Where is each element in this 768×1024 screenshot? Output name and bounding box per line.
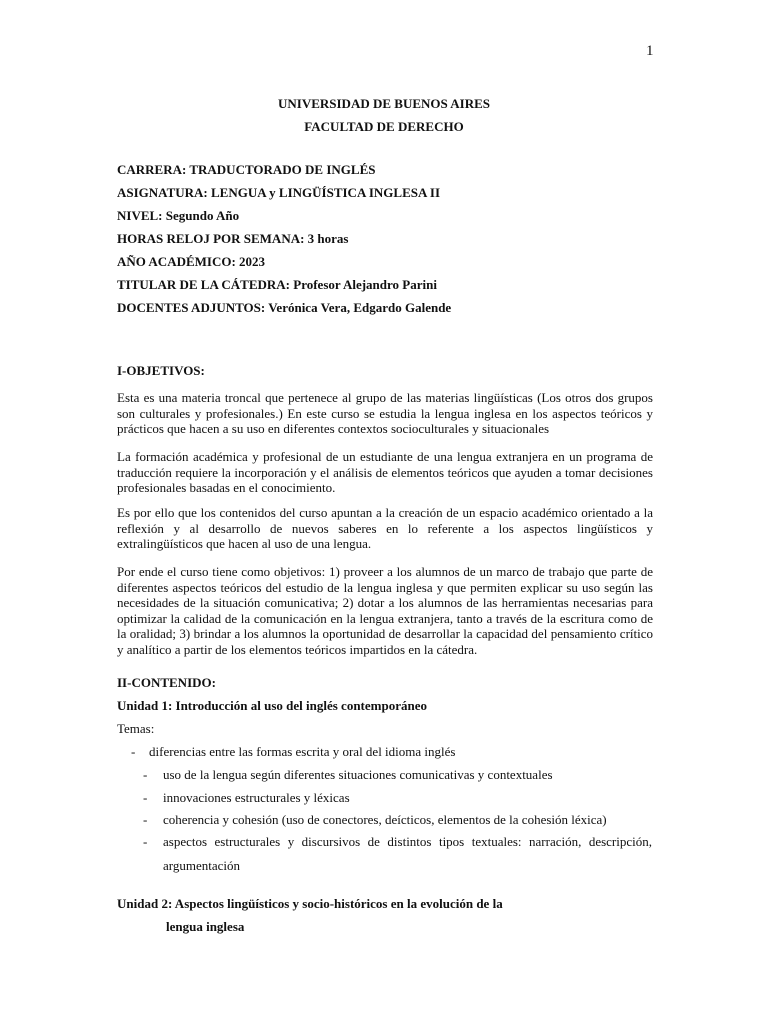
bullet-marker: -: [143, 790, 148, 805]
objetivos-paragraph-4: Por ende el curso tiene como objetivos: 1) proveer a los alumnos de un marco de trabajo que parte de diferentes aspectos teóricos del estudio de la lengua inglesa y que permiten explicar su uso según las necesidades de la situación comunicativa; 2) dotar a los alumnos de las herramientas necesarias para optimizar la calidad de la comunicación en la lengua extranjera, tanto a través de la escritura como de la oralidad; 3) brindar a los alumnos la oportunidad de desarrollar la capacidad del pensamiento crítico y analítico a partir de los elementos teóricos impartidos en la cátedra.: [117, 564, 653, 657]
university-name: UNIVERSIDAD DE BUENOS AIRES: [277, 96, 491, 111]
unidad-2-title-line-2: lengua inglesa: [166, 919, 245, 934]
meta-nivel: NIVEL: Segundo Año: [117, 208, 240, 223]
unidad-2-title-line-1: Unidad 2: Aspectos lingüísticos y socio-históricos en la evolución de la: [117, 896, 503, 911]
section-contenido-title: II-CONTENIDO:: [117, 675, 216, 690]
unidad-1-title: Unidad 1: Introducción al uso del inglés contemporáneo: [117, 698, 427, 713]
objetivos-paragraph-2: La formación académica y profesional de un estudiante de una lengua extranjera en un programa de traducción requiere la incorporación y el análisis de elementos teóricos que ayuden a tomar decisiones profesionales basadas en el conocimiento.: [117, 449, 653, 495]
faculty-name: FACULTAD DE DERECHO: [304, 119, 464, 134]
temas-item: coherencia y cohesión (uso de conectores, deícticos, elementos de la cohesión léxica): [163, 812, 607, 827]
temas-item: aspectos estructurales y discursivos de distintos tipos textuales: narración, descripción, argumentación: [163, 834, 652, 873]
meta-titular: TITULAR DE LA CÁTEDRA: Profesor Alejandro Parini: [117, 277, 437, 292]
bullet-marker: -: [143, 834, 148, 849]
temas-item: uso de la lengua según diferentes situaciones comunicativas y contextuales: [163, 767, 553, 782]
meta-docentes: DOCENTES ADJUNTOS: Verónica Vera, Edgardo Galende: [117, 300, 452, 315]
page-number: 1: [646, 43, 654, 59]
objetivos-paragraph-1: Esta es una materia troncal que pertenece al grupo de las materias lingüísticas (Los otros dos grupos son culturales y profesionales.) En este curso se estudia la lengua inglesa en los aspectos teóricos y prácticos que hacen a su uso en diferentes contextos socioculturales y situacionales: [117, 390, 653, 436]
meta-horas: HORAS RELOJ POR SEMANA: 3 horas: [117, 231, 349, 246]
bullet-marker: -: [143, 767, 148, 782]
section-objetivos-title: I-OBJETIVOS:: [117, 363, 205, 378]
meta-asignatura: ASIGNATURA: LENGUA y LINGÜÍSTICA INGLESA II: [117, 185, 441, 200]
bullet-marker: -: [131, 744, 136, 759]
objetivos-paragraph-3: Es por ello que los contenidos del curso apuntan a la creación de un espacio académico orientado a la reflexión y al desarrollo de nuevos saberes en lo referente a los aspectos lingüísticos y extralingüísticos que hacen al uso de una lengua.: [117, 505, 653, 551]
meta-anio: AÑO ACADÉMICO: 2023: [117, 254, 266, 269]
temas-item: innovaciones estructurales y léxicas: [163, 790, 350, 805]
bullet-marker: -: [143, 812, 148, 827]
temas-item: diferencias entre las formas escrita y oral del idioma inglés: [149, 744, 456, 759]
temas-label: Temas:: [117, 721, 155, 736]
meta-carrera: CARRERA: TRADUCTORADO DE INGLÉS: [117, 162, 376, 177]
